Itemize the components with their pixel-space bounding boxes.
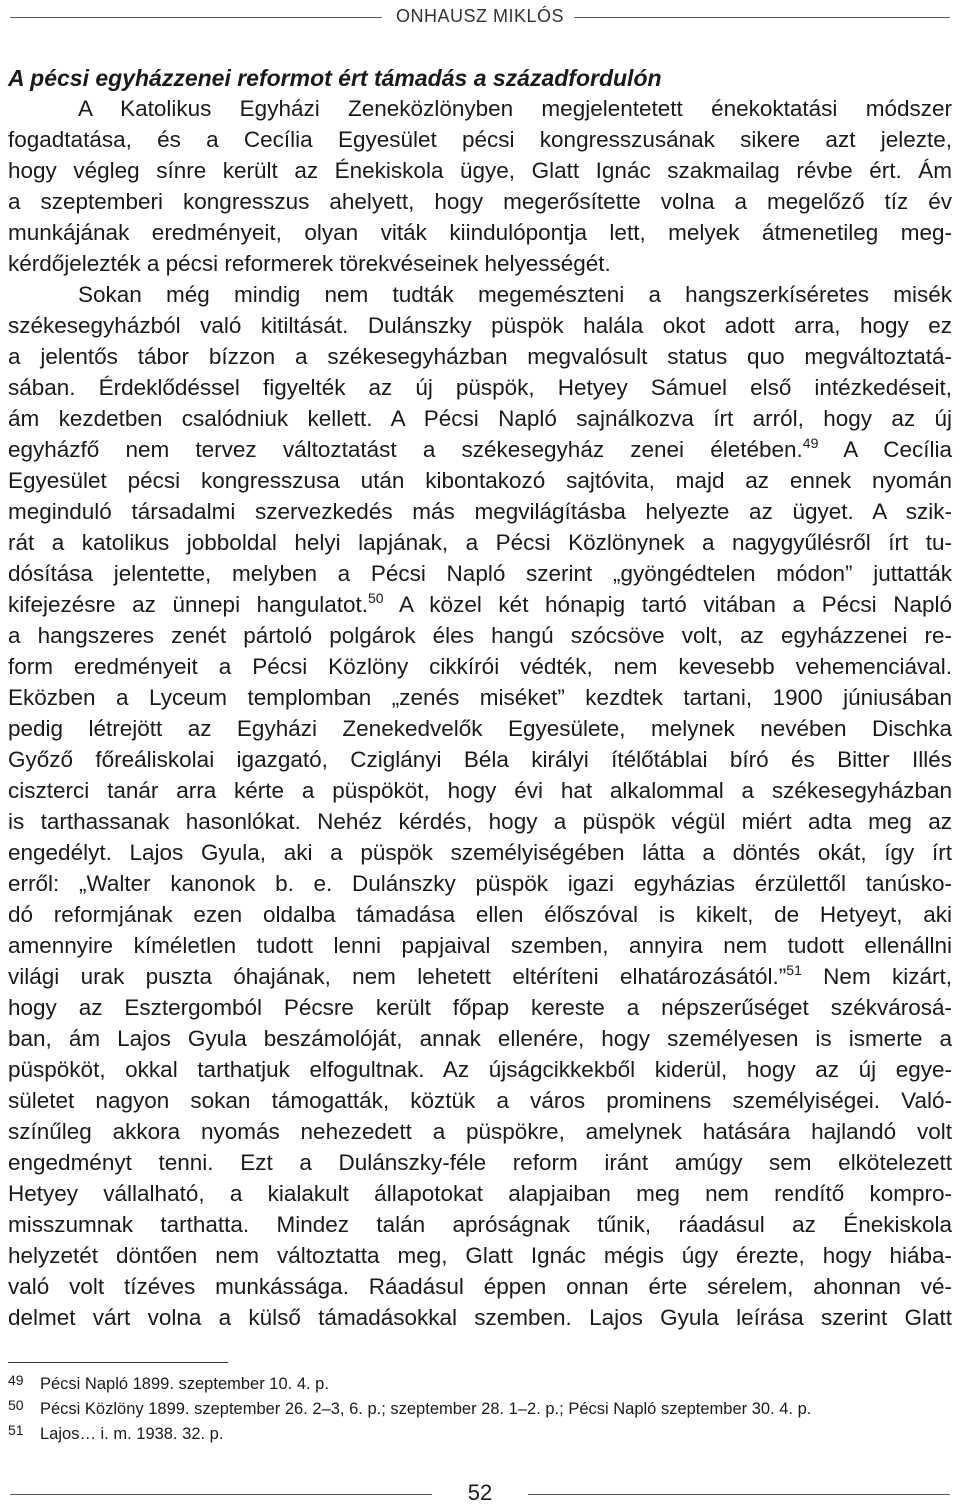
section-title: A pécsi egyházzenei reformot ért támadás a századfordulón <box>8 65 662 91</box>
footnote-49 <box>8 1372 952 1397</box>
text-line: pedig létrejött az Egyházi Zenekedvelők Egyesülete, melynek nevében Dischka <box>8 716 952 741</box>
text-line: form eredményeit a Pécsi Közlöny cikkírói védték, nem kevesebb vehemenciával. <box>8 654 952 679</box>
text-line: ám kezdetben csalódniuk kellett. A Pécsi Napló sajnálkozva írt arról, hogy az új <box>8 406 952 431</box>
text-line: delmet várt volna a külső támadásokkal szemben. Lajos Gyula leírása szerint Glatt <box>8 1305 952 1330</box>
text-line: ciszterci tanár arra kérte a püspököt, hogy évi hat alkalommal a székesegyházban <box>8 778 952 803</box>
text-line: engedélyt. Lajos Gyula, aki a püspök személyiségében látta a döntés okát, így írt <box>8 840 952 865</box>
line-segment: A Cecília <box>818 437 953 462</box>
text-line: a hangszeres zenét pártoló polgárok éles hangú szócsöve volt, az egyházzenei re- <box>8 623 952 648</box>
text-line: hogy az Esztergomból Pécsre került főpap kereste a népszerűséget székvárosá- <box>8 995 952 1020</box>
text-line: színűleg akkora nyomás nehezedett a püspökre, amelynek hatására hajlandó volt <box>8 1119 952 1144</box>
text-line: A Katolikus Egyházi Zeneközlönyben megjelentetett énekoktatási módszer <box>78 96 952 121</box>
text-line: Eközben a Lyceum templomban „zenés miséket” kezdtek tartani, 1900 júniusában <box>8 685 952 710</box>
footnote-ref-50[interactable]: 50 <box>368 590 384 606</box>
text-line: Egyesület pécsi kongresszusa után kibontakozó sajtóvita, majd az ennek nyomán <box>8 468 952 493</box>
text-line <box>8 589 952 620</box>
footnotes <box>8 1372 952 1447</box>
footnote-text: Lajos… i. m. 1938. 32. p. <box>40 1425 224 1443</box>
footnote-50 <box>8 1397 952 1422</box>
text-line: a jelentős tábor bízzon a székesegyházban megvalósult status quo megváltoztatá- <box>8 344 952 369</box>
header-rule-right <box>574 17 950 18</box>
text-line: püspököt, okkal tarthatjuk elfogultnak. Az újságcikkekből kiderül, hogy az új egye- <box>8 1057 952 1082</box>
text-line: a szeptemberi kongresszus ahelyett, hogy megerősítette volna a megelőző tíz év <box>8 189 952 214</box>
text-line: dósítása jelentette, melyben a Pécsi Napló szerint „gyöngédtelen módon” juttatták <box>8 561 952 586</box>
text-line <box>8 961 952 992</box>
footnote-text: Pécsi Napló 1899. szeptember 10. 4. p. <box>40 1375 329 1393</box>
text-line: székesegyházból való kitiltását. Dulánszky püspök halála okot adott arra, hogy ez <box>8 313 952 338</box>
text-line: Győző főreáliskolai igazgató, Cziglányi Béla királyi ítélőtáblai bíró és Bitter Illés <box>8 747 952 772</box>
text-line: kérdőjelezték a pécsi reformerek törekvéseinek helyességét. <box>8 251 611 276</box>
page-footer <box>0 1476 960 1508</box>
text-line: sában. Érdeklődéssel figyelték az új püspök, Hetyey Sámuel első intézkedéseit, <box>8 375 952 400</box>
footnote-number: 50 <box>8 1397 24 1413</box>
page-number: 52 <box>467 1480 493 1505</box>
footnote-51 <box>8 1422 952 1447</box>
text-line: való volt tízéves munkássága. Ráadásul éppen onnan érte sérelem, ahonnan vé- <box>8 1274 952 1299</box>
text-line: meginduló társadalmi szervezkedés más megvilágításba helyezte az ügyet. A szik- <box>8 499 952 524</box>
text-line: engedményt tenni. Ezt a Dulánszky-féle reform iránt amúgy sem elkötelezett <box>8 1150 952 1175</box>
line-segment: kifejezésre az ünnepi hangulatot. <box>8 592 369 617</box>
footnote-ref-51[interactable]: 51 <box>786 962 802 978</box>
text-line: helyzetét döntően nem változtatta meg, Glatt Ignác mégis úgy érezte, hogy hiába- <box>8 1243 952 1268</box>
footnote-number: 51 <box>8 1422 24 1438</box>
footnote-text: Pécsi Közlöny 1899. szeptember 26. 2–3, 6. p.; szeptember 28. 1–2. p.; Pécsi Napló szeptember 30. 4. p. <box>40 1400 812 1418</box>
text-line: rát a katolikus jobboldal helyi lapjának, a Pécsi Közlönynek a nagygyűlésről írt tu- <box>8 530 952 555</box>
running-header <box>0 4 960 28</box>
footnote-separator <box>8 1362 228 1363</box>
footer-rule-right <box>528 1494 950 1495</box>
text-line: ban, ám Lajos Gyula beszámolóját, annak ellenére, hogy személyesen is ismerte a <box>8 1026 952 1051</box>
text-line: Sokan még mindig nem tudták megemészteni a hangszerkíséretes misék <box>78 282 952 307</box>
footnote-ref-49[interactable]: 49 <box>802 435 819 451</box>
running-title: ONHAUSZ MIKLÓS <box>395 6 565 26</box>
body-text <box>8 93 952 1333</box>
line-segment: A közel két hónapig tartó vitában a Pécsi Napló <box>383 592 952 617</box>
text-line: sületet nagyon sokan támogatták, köztük a város prominens személyiségei. Való- <box>8 1088 952 1113</box>
text-line: fogadtatása, és a Cecília Egyesület pécsi kongresszusának sikere azt jelezte, <box>8 127 952 152</box>
line-segment: világi urak puszta óhajának, nem lehetett eltéríteni elhatározásától.” <box>8 964 787 989</box>
line-segment: Nem kizárt, <box>801 964 953 989</box>
text-line <box>8 434 952 465</box>
text-line: erről: „Walter kanonok b. e. Dulánszky püspök igazi egyházias érzülettől tanúsko- <box>8 871 952 896</box>
text-line: misszumnak tarthatta. Mindez talán apróságnak tűnik, ráadásul az Énekiskola <box>8 1212 952 1237</box>
text-line: dó reformjának ezen oldalba támadása ellen élőszóval is kikelt, de Hetyeyt, aki <box>8 902 952 927</box>
footnote-number: 49 <box>8 1372 24 1388</box>
text-line: is tarthassanak hasonlókat. Nehéz kérdés, hogy a püspök végül miért adta meg az <box>8 809 952 834</box>
text-line: munkájának eredményeit, olyan viták kiindulópontja lett, melyek átmenetileg meg- <box>8 220 952 245</box>
line-segment: egyházfő nem tervez változtatást a székesegyház zenei életében. <box>8 437 803 462</box>
text-line: Hetyey vállalható, a kialakult állapotokat alapjaiban meg nem rendítő kompro- <box>8 1181 952 1206</box>
text-line: amennyire kíméletlen tudott lenni papjaival szemben, annyira nem tudott ellenállni <box>8 933 952 958</box>
text-line: hogy végleg sínre került az Énekiskola ügye, Glatt Ignác szakmailag révbe ért. Ám <box>8 158 952 183</box>
